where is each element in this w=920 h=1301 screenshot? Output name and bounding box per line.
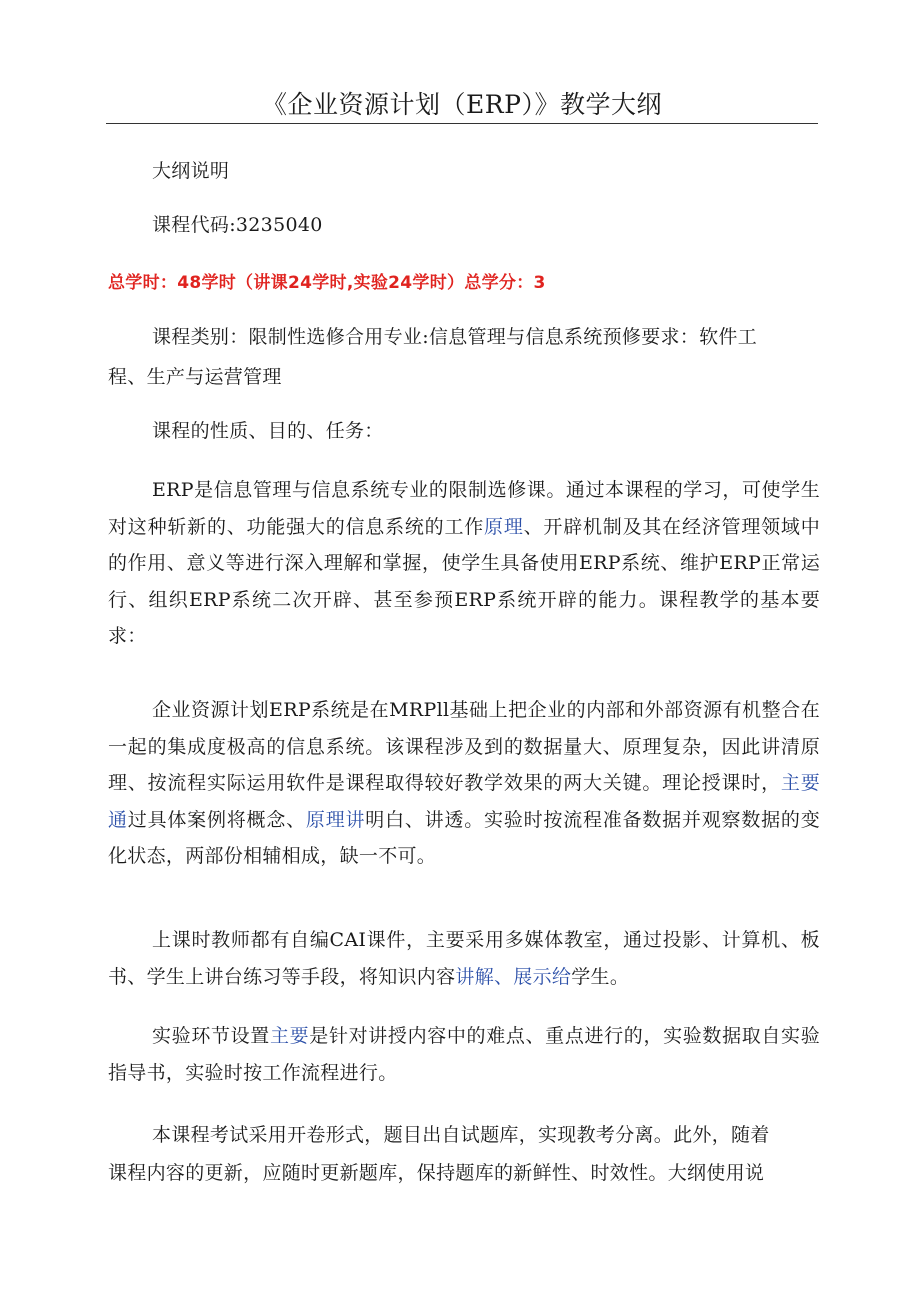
paragraph-erp-intro bbox=[108, 472, 820, 655]
course-code: 课程代码:3235040 bbox=[152, 214, 323, 236]
p4-highlight: 主要 bbox=[269, 1025, 310, 1047]
p3-text-a: 上课时教师都有自编CAI课件，主要采用多媒体教室，通过投影、计算机、板书、学生上讲台练习等手段，将知识内容 bbox=[108, 929, 820, 988]
hours-credits: 总学时：48学时（讲课24学时,实验24学时）总学分：3 bbox=[108, 273, 546, 293]
paragraph-teaching-methods bbox=[108, 922, 820, 995]
p2-text-e: 明白、讲透。实验时按流程准备数据并观察数据的变化状态，两部份相辅相成，缺一不可。 bbox=[108, 808, 820, 867]
exam-line-2: 课程内容的更新，应随时更新题库，保持题库的新鲜性、时效性。大纲使用说 bbox=[108, 1162, 765, 1184]
p2-highlight-1: 主要通 bbox=[108, 772, 820, 831]
paragraph-experiments bbox=[108, 1018, 820, 1091]
p1-highlight: 原理 bbox=[484, 515, 524, 538]
p4-text-c: 是针对讲授内容中的难点、重点进行的，实验数据取自实验指导书，实验时按工作流程进行。 bbox=[108, 1025, 820, 1084]
p1-text-c: 、开辟机制及其在经济管理领域中的作用、意义等进行深入理解和掌握，使学生具备使用ERP系统、维护ERP正常运行、组织ERP系统二次开辟、甚至参预ERP系统开辟的能力。课程教学的基本要求： bbox=[108, 515, 820, 647]
p1-text-a: ERP是信息管理与信息系统专业的限制选修课。通过本课程的学习，可使学生对这种斩新的、功能强大的信息系统的工作 bbox=[108, 479, 820, 538]
p2-text-a: 企业资源计划ERP系统是在MRPll基础上把企业的内部和外部资源有机整合在一起的集成度极高的信息系统。该课程涉及到的数据量大、原理复杂，因此讲清原理、按流程实际运用软件是课程取得较好教学效果的两大关键。理论授课时， bbox=[108, 699, 820, 794]
p3-text-c: 学生。 bbox=[571, 965, 630, 988]
p3-highlight: 讲解、展示给 bbox=[455, 965, 572, 988]
paragraph-requirements bbox=[108, 692, 820, 875]
course-category-line-1: 课程类别：限制性选修合用专业:信息管理与信息系统预修要求：软件工 bbox=[152, 326, 758, 348]
title-underline bbox=[106, 123, 818, 124]
p4-text-a: 实验环节设置 bbox=[152, 1025, 270, 1047]
p2-highlight-2: 原理讲 bbox=[305, 808, 366, 831]
document-title: 《企业资源计划（ERP）》教学大纲 bbox=[262, 90, 662, 119]
exam-line-1: 本课程考试采用开卷形式，题目出自试题库，实现教考分离。此外，随着 bbox=[152, 1124, 770, 1146]
course-category-line-2: 程、生产与运营管理 bbox=[108, 366, 282, 388]
p2-text-c: 过具体案例将概念、 bbox=[127, 808, 306, 831]
section-heading: 大纲说明 bbox=[152, 160, 230, 182]
nature-heading: 课程的性质、目的、任务： bbox=[152, 420, 384, 442]
